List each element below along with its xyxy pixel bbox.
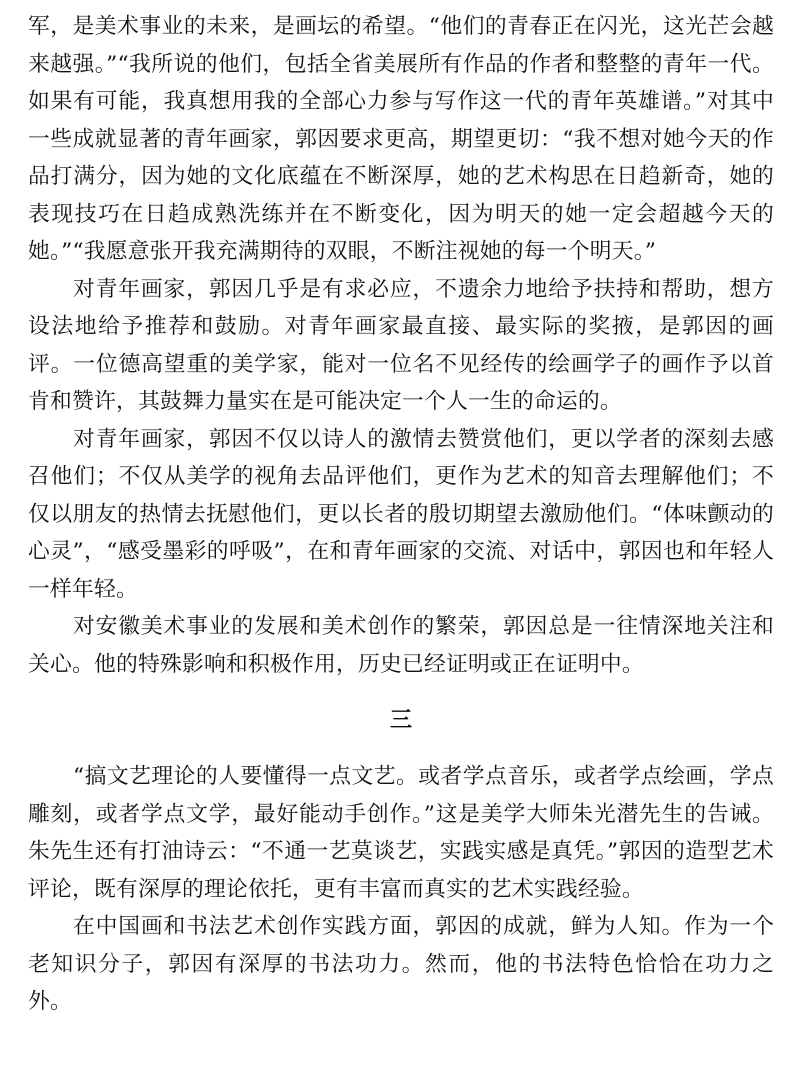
document-page [28, 8, 774, 1021]
paragraph-continued: 军，是美术事业的未来，是画坛的希望。“他们的青春正在闪光，这光芒会越来越强。”“我所说的他们，包括全省美展所有作品的作者和整整的青年一代。如果有可能，我真想用我的全部心力参与写作这一代的青年英雄谱。”对其中一些成就显著的青年画家，郭因要求更高，期望更切：“我不想对她今天的作品打满分，因为她的文化底蕴在不断深厚，她的艺术构思在日趋新奇，她的表现技巧在日趋成熟洗练并在不断变化，因为明天的她一定会超越今天的她。”“我愿意张开我充满期待的双眼，不断注视她的每一个明天。” [28, 14, 774, 264]
paragraph-young-painters-inspiration: 对青年画家，郭因不仅以诗人的激情去赞赏他们，更以学者的深刻去感召他们；不仅从美学的视角去品评他们，更作为艺术的知音去理解他们；不仅以朋友的热情去抚慰他们，更以长者的殷切期望去激励他们。“体味颤动的心灵”，“感受墨彩的呼吸”，在和青年画家的交流、对话中，郭因也和年轻人一样年轻。 [28, 426, 774, 602]
paragraph-young-painters-support: 对青年画家，郭因几乎是有求必应，不遗余力地给予扶持和帮助，想方设法地给予推荐和鼓励。对青年画家最直接、最实际的奖掖，是郭因的画评。一位德高望重的美学家，能对一位名不见经传的绘画学子的画作予以首肯和赞许，其鼓舞力量实在是可能决定一个人一生的命运的。 [28, 276, 774, 414]
paragraph-anhui-art: 对安徽美术事业的发展和美术创作的繁荣，郭因总是一往情深地关注和关心。他的特殊影响和积极作用，历史已经证明或正在证明中。 [28, 614, 774, 677]
paragraph-zhu-guangqian: “搞文艺理论的人要懂得一点文艺。或者学点音乐，或者学点绘画，学点雕刻，或者学点文学，最好能动手创作。”这是美学大师朱光潜先生的告诫。朱先生还有打油诗云：“不通一艺莫谈艺，实践实感是真凭。”郭因的造型艺术评论，既有深厚的理论依托，更有丰富而真实的艺术实践经验。 [28, 764, 774, 902]
section-heading: 三 [389, 707, 412, 733]
paragraph-calligraphy: 在中国画和书法艺术创作实践方面，郭因的成就，鲜为人知。作为一个老知识分子，郭因有深厚的书法功力。然而，他的书法特色恰恰在功力之外。 [28, 914, 774, 1014]
